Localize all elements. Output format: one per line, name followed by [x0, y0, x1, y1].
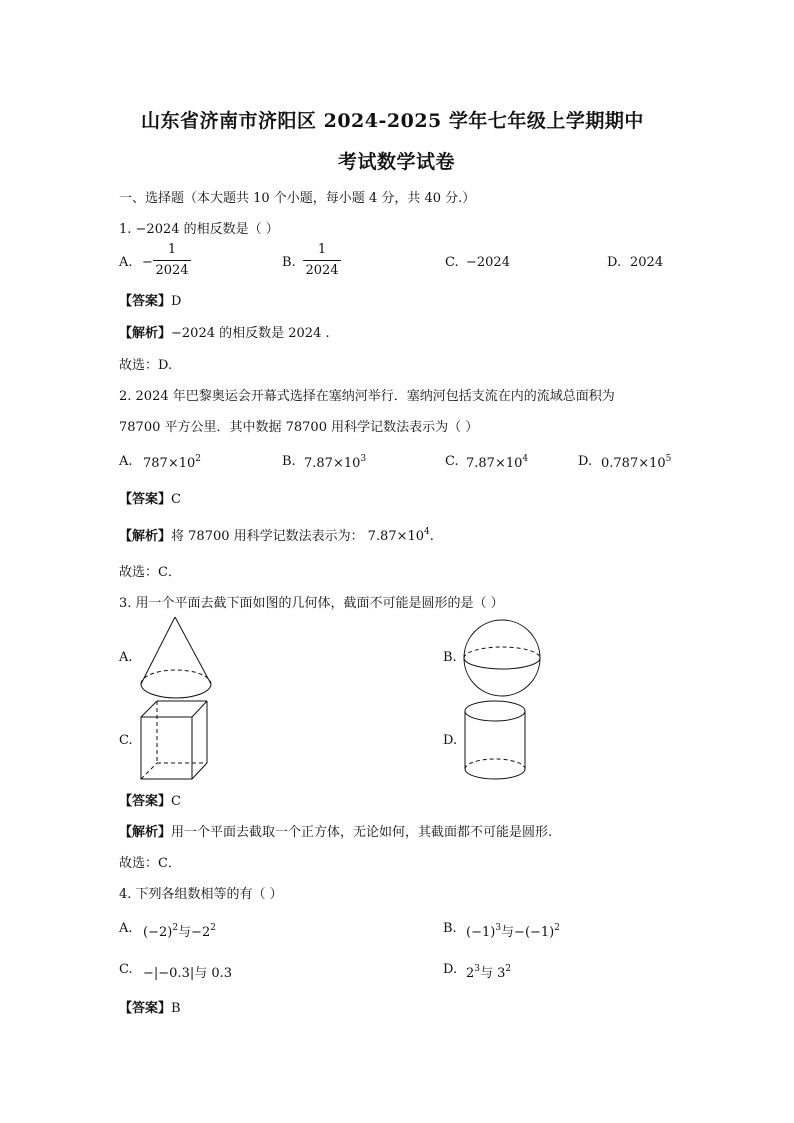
question-2-stem-line2: 78700 平方公里．其中数据 78700 用科学记数法表示为（ ）: [119, 420, 479, 435]
power-base: 787×10: [143, 456, 196, 471]
q1-option-d-label: D.: [607, 255, 622, 270]
analysis-tag: 【解析】: [119, 326, 172, 341]
power-base: 0.787×10: [601, 456, 666, 471]
analysis-tag: 【解析】: [119, 825, 172, 840]
expr-exponent: 2: [505, 964, 512, 974]
expr-exponent: 2: [210, 923, 216, 933]
fraction-denominator: 2024: [155, 263, 189, 278]
expr-exponent: 2: [554, 923, 560, 933]
analysis-text: 用一个平面去截取一个正方体，无论如何，其截面都不可能是圆形.: [171, 825, 553, 840]
power-exponent: 2: [195, 454, 201, 464]
q2-analysis: [119, 525, 434, 544]
expr-exponent: 3: [495, 923, 502, 933]
power-base: 7.87×10: [304, 456, 361, 471]
expr-base: (−1): [466, 925, 496, 940]
q3-option-d-label: D.: [443, 733, 458, 748]
fraction-numerator: 1: [167, 242, 177, 257]
q1-option-c-value: −2024: [466, 255, 510, 270]
q2-option-b-label: B.: [282, 454, 296, 469]
q3-analysis: [119, 821, 552, 840]
q2-option-d-label: D.: [578, 454, 593, 469]
question-4-stem: 4. 下列各组数相等的有（ ）: [119, 887, 283, 902]
answer-tag: 【答案】: [119, 794, 172, 809]
q4-option-d-value: [466, 962, 511, 981]
expr-exponent: 2: [172, 923, 179, 933]
answer-value: C: [171, 794, 181, 809]
q3-answer: [119, 790, 181, 809]
q1-option-b-fraction: [303, 241, 341, 280]
q1-option-b-label: B.: [282, 255, 296, 270]
question-2-stem-line1: 2. 2024 年巴黎奥运会开幕式选择在塞纳河举行．塞纳河包括支流在内的流域总面积为: [119, 389, 615, 404]
answer-value: B: [171, 1001, 181, 1016]
fraction-numerator: 1: [317, 242, 327, 257]
cube-figure: [139, 700, 211, 782]
q3-conclusion: 故选：C．: [119, 856, 181, 871]
q4-option-a-value: [143, 921, 216, 940]
q1-answer: [119, 290, 181, 309]
answer-value: D: [171, 294, 182, 309]
cone-figure: [137, 615, 217, 700]
power-exponent: 4: [522, 454, 529, 464]
q4-option-b-label: B.: [443, 921, 457, 936]
fraction-denominator: 2024: [305, 263, 339, 278]
q2-answer: [119, 488, 181, 507]
q4-option-c-label: C.: [119, 962, 133, 977]
section-header: 一、选择题（本大题共 10 个小题，每小题 4 分，共 40 分.）: [119, 191, 476, 206]
cylinder-figure: [462, 699, 530, 784]
q2-option-a-value: [143, 454, 201, 471]
q4-option-a-label: A.: [119, 921, 133, 936]
power-base: 7.87×10: [466, 456, 523, 471]
q4-option-b-value: [466, 921, 560, 940]
sphere-figure: [462, 619, 544, 699]
q1-analysis: [119, 322, 330, 341]
q2-option-d-value: [601, 454, 671, 471]
q3-option-c-label: C.: [119, 733, 133, 748]
q2-conclusion: 故选：C．: [119, 565, 181, 580]
power-exponent: 5: [665, 454, 672, 464]
analysis-power: [368, 529, 430, 544]
q1-option-c-label: C.: [445, 255, 459, 270]
expr-exponent: 3: [474, 964, 481, 974]
q1-option-d-value: 2024: [630, 255, 664, 270]
page-title: 山东省济南市济阳区 2024-2025 学年七年级上学期期中: [141, 110, 644, 132]
q1-conclusion: 故选：D.: [119, 358, 173, 373]
q2-option-a-label: A.: [119, 454, 133, 469]
q1-option-a-label: A.: [119, 255, 133, 270]
q2-option-c-value: [466, 454, 528, 471]
q4-answer: [119, 997, 181, 1016]
q4-option-c-value: −|−0.3|与 0.3: [143, 966, 233, 981]
q2-option-b-value: [304, 454, 366, 471]
analysis-text: −2024 的相反数是 2024 .: [171, 326, 330, 341]
expr-base: 2: [466, 966, 475, 981]
fraction-bar: [153, 260, 191, 261]
expr-middle: 与−2: [178, 925, 211, 940]
q4-option-d-label: D.: [443, 962, 458, 977]
question-3-stem: 3. 用一个平面去截下面如图的几何体，截面不可能是圆形的是（ ）: [119, 596, 504, 611]
expr-middle: 与 3: [480, 966, 506, 981]
answer-tag: 【答案】: [119, 1001, 172, 1016]
q1-option-a-fraction: [153, 241, 191, 280]
answer-value: C: [171, 492, 181, 507]
page-title-line2: 考试数学试卷: [338, 151, 456, 173]
answer-tag: 【答案】: [119, 492, 172, 507]
power-exponent: 4: [424, 527, 430, 537]
q1-option-a-sign: −: [142, 255, 153, 270]
power-base: 7.87×10: [367, 529, 425, 544]
answer-tag: 【答案】: [119, 294, 172, 309]
analysis-end: .: [429, 529, 434, 544]
question-1-stem: 1. −2024 的相反数是（ ）: [119, 222, 279, 237]
q2-option-c-label: C.: [445, 454, 459, 469]
q3-option-b-label: B.: [443, 650, 457, 665]
expr-middle: 与−(−1): [501, 925, 555, 940]
expr-base: (−2): [143, 925, 173, 940]
power-exponent: 3: [360, 454, 367, 464]
analysis-tag: 【解析】: [119, 529, 172, 544]
q3-option-a-label: A.: [119, 650, 133, 665]
analysis-text: 将 78700 用科学记数法表示为：: [171, 529, 364, 544]
fraction-bar: [303, 260, 341, 261]
